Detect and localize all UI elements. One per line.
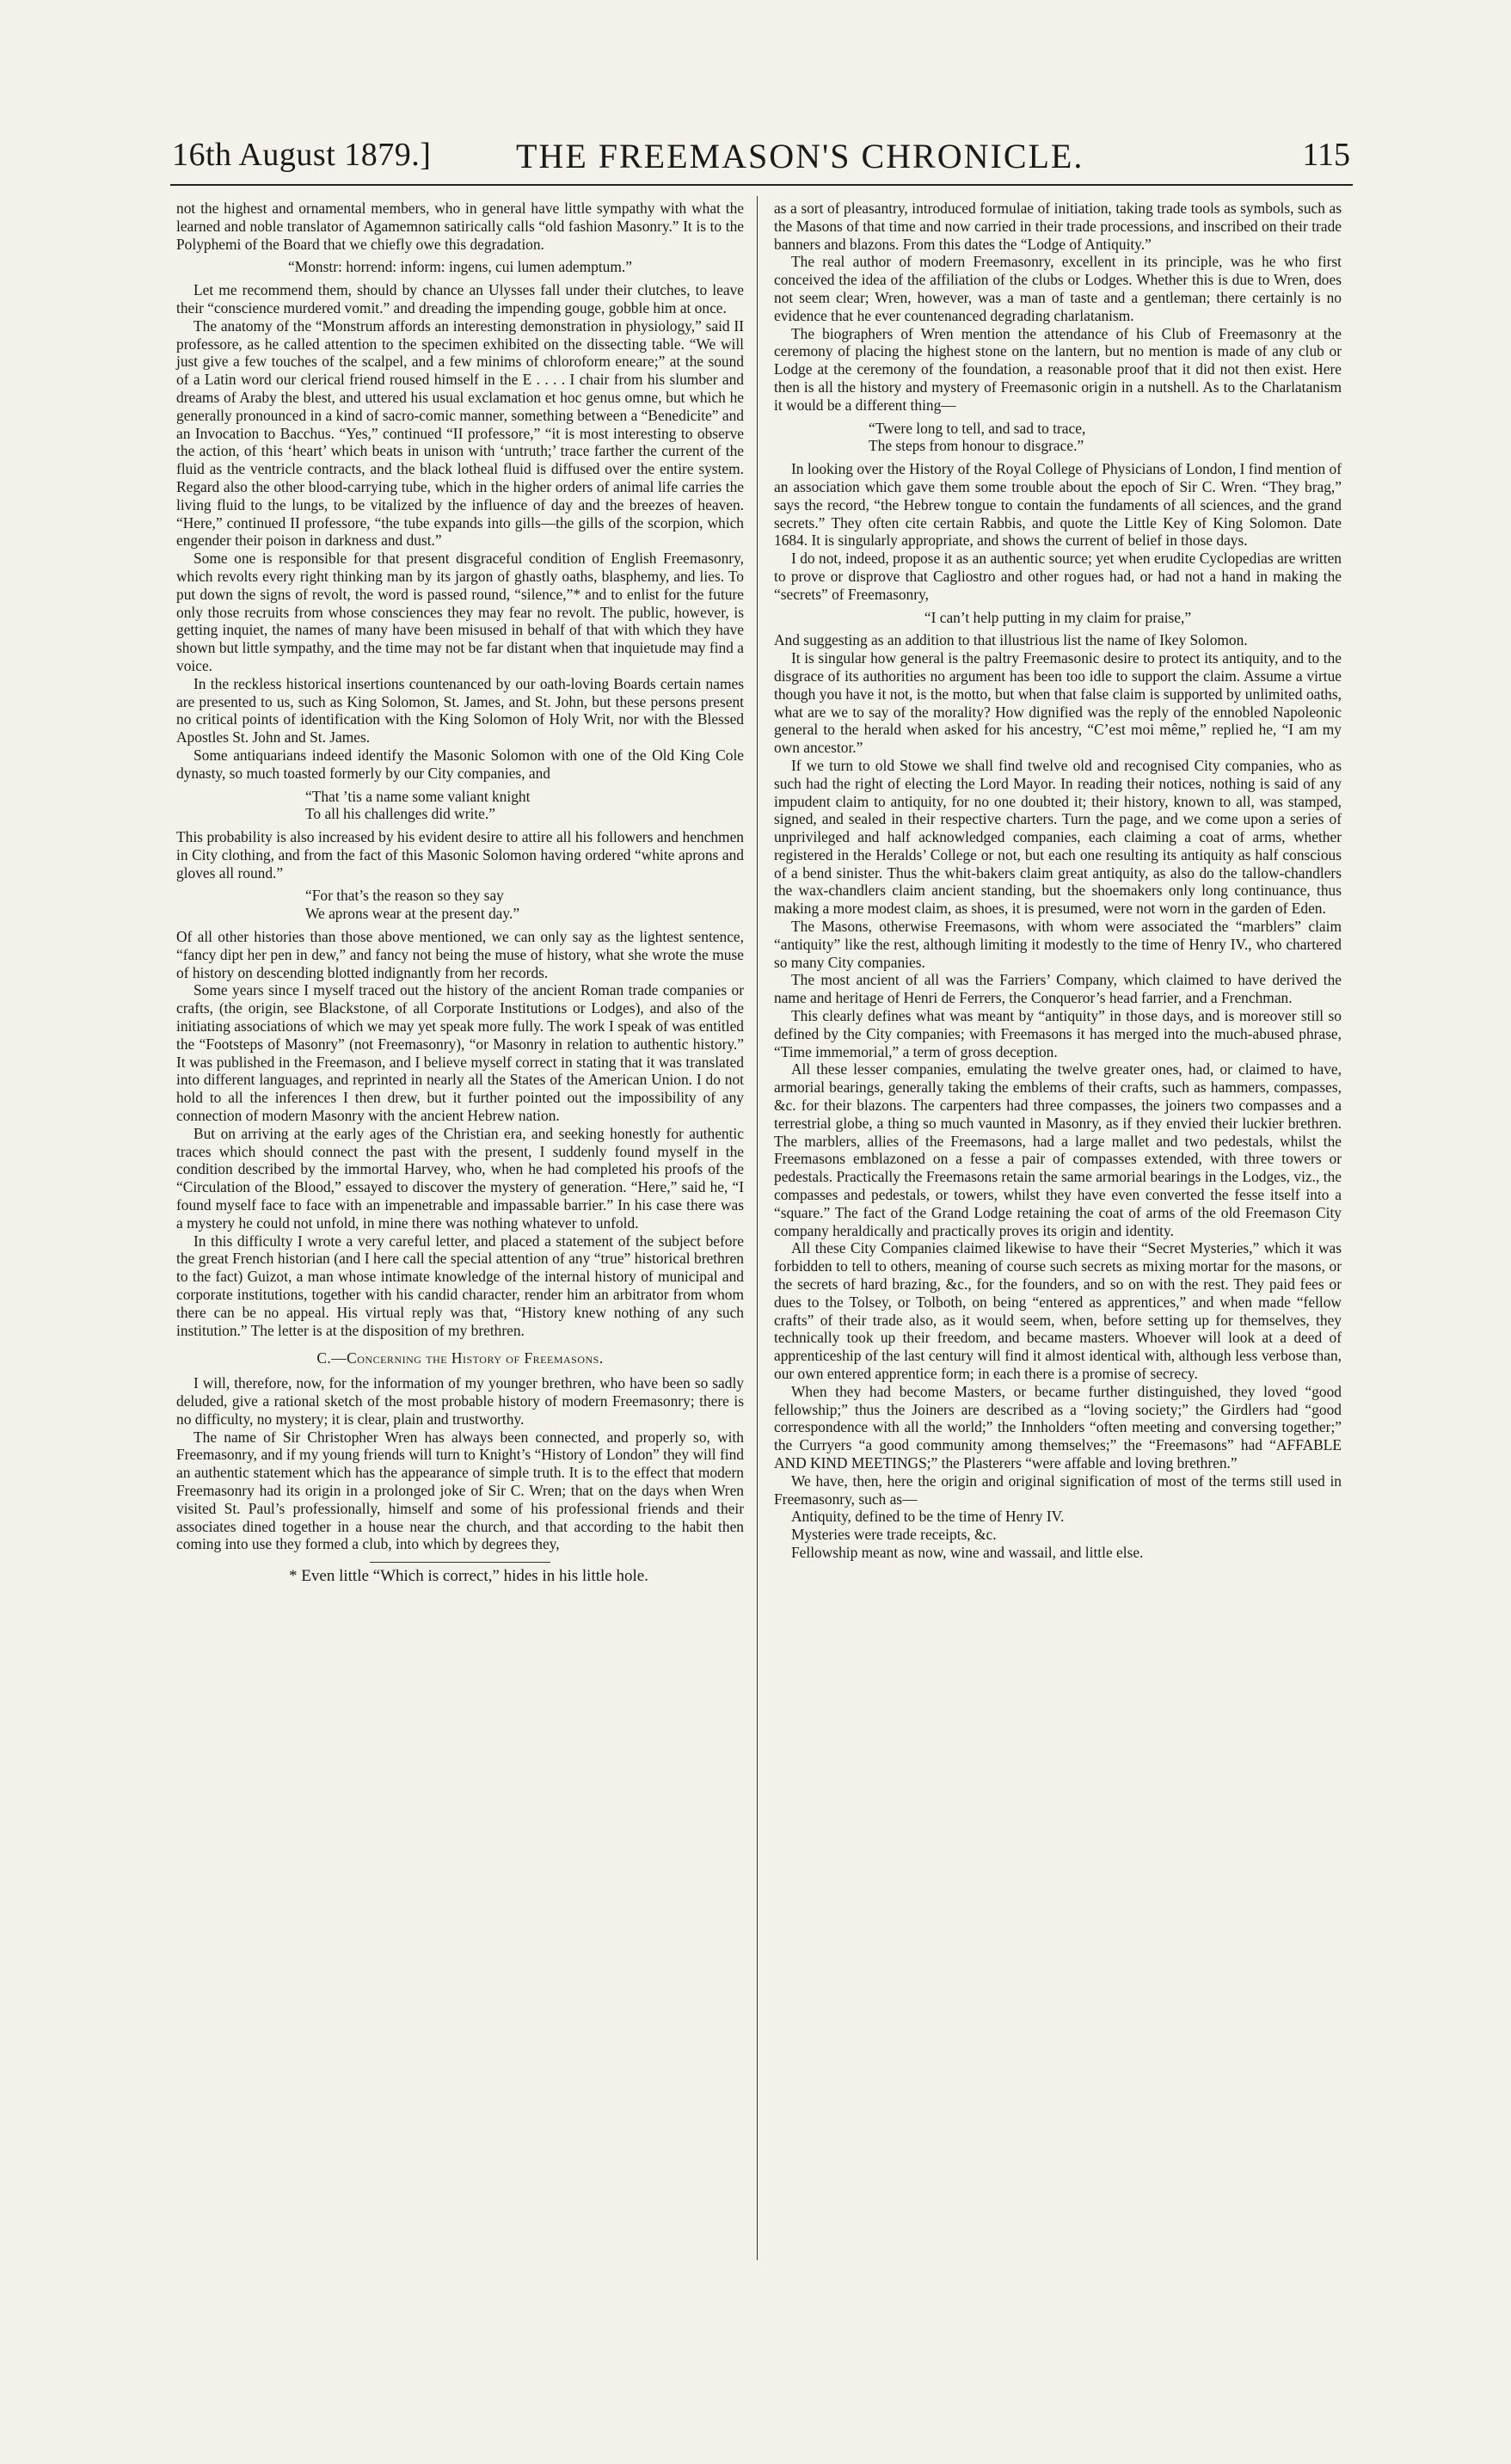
footnote: * Even little “Which is correct,” hides in his little hole. (289, 1567, 648, 1586)
list-line: Fellowship meant as now, wine and wassail, and little else. (791, 1543, 1144, 1561)
paragraph: I will, therefore, now, for the information of my younger brethren, who have been so sadly deluded, give a rational sketch of the most probable history of modern Freemasonry; there is no difficulty, no mystery; it is clear, plain and trustworthy. (176, 1374, 744, 1428)
verse-line: “That ’tis a name some valiant knight (305, 787, 531, 805)
paragraph: This clearly defines what was meant by “antiquity” in those days, and is moreover still so defined by the City companies; with Freemasons it has merged into the much-abused phrase, “Time immemorial,” a term of gross deception. (774, 1007, 1342, 1060)
publication-title: THE FREEMASON'S CHRONICLE. (516, 137, 1084, 175)
paragraph: The real author of modern Freemasonry, excellent in its principle, was he who first conceived the idea of the affiliation of the clubs or Lodges. Whether this is due to Wren, does not seem clear; Wren, however, was a man of taste and a gentleman; there certainly is no evidence that he ever countenanced degrading charlatanism. (774, 253, 1342, 324)
verse (774, 420, 1342, 456)
paragraph: The biographers of Wren mention the attendance of his Club of Freemasonry at the ceremony of placing the highest stone on the lantern, but no mention is made of any club or Lodge at the ceremony of the foundation, a reasonable proof that it did not then exist. Here then is all the history and mystery of Freemasonic origin in a nutshell. As to the Charlatanism it would be a different thing— (774, 324, 1342, 414)
verse-line: To all his challenges did write.” (305, 805, 495, 823)
latin-quote: “Monstr: horrend: inform: ingens, cui lumen ademptum.” (288, 258, 632, 276)
footnote-rule (370, 1562, 550, 1563)
paragraph: Let me recommend them, should by chance an Ulysses fall under their clutches, to leave their “conscience murdered vomit.” and dreading the impending gouge, gobble him at once. (176, 281, 744, 316)
paragraph: not the highest and ornamental members, who in general have little sympathy with what the learned and noble translator of Agamemnon satirically calls “old fashion Masonry.” It is to the Polyphemi of the Board that we chiefly owe this degradation. (176, 200, 744, 253)
paragraph: We have, then, here the origin and original signification of most of the terms still used in Freemasonry, such as— (774, 1472, 1342, 1508)
paragraph: Some one is responsible for that present disgraceful condition of English Freemasonry, which revolts every right thinking man by its jargon of ghastly oaths, blasphemy, and lies. To put down the signs of revolt, the word is passed round, “silence,”* and to enlist for the future only those recruits from whose consciences they may fear no revolt. The public, however, is getting inquiet, the names of many have been misused in behalf of that with which they have shown but little sympathy, and the time may not be far distant when that inquietude may find a voice. (176, 550, 744, 674)
paragraph: If we turn to old Stowe we shall find twelve old and recognised City companies, who as such had the right of electing the Lord Mayor. In reading their notices, nothing is said of any impudent claim to antiquity, for no one doubted it; their history, known to all, was stamped, signed, and sealed in their respective charters. Turn the page, and we come upon a series of unprivileged and half acknowledged companies, each claiming a coat of arms, whether registered in the Heralds’ College or not, but each one resulting its antiquity as half conscious of a bend sinister. Thus the whit-bakers claim great antiquity, as also do the tallow-chandlers the wax-chandlers claim ancient standing, but the shoemakers only long continuance, thus making a more modest claim, as shoes, it is presumed, were not worn in the garden of Eden. (774, 756, 1342, 918)
paragraph: The most ancient of all was the Farriers’ Company, which claimed to have derived the name and heritage of Henri de Ferrers, the Conqueror’s head farrier, and a Frenchman. (774, 971, 1342, 1007)
paragraph: When they had become Masters, or became further distinguished, they loved “good fellowship;” thus the Joiners are described as a “loving society;” the Girdlers had “good correspondence with all the world;” the Innholders “often meeting and conversing together;” the Curryers “a good community among themselves;” the “Freemasons” had “AFFABLE AND KIND MEETINGS;” the Plasterers “were affable and loving brethren.” (774, 1382, 1342, 1472)
paragraph: And suggesting as an addition to that illustrious list the name of Ikey Solomon. (774, 631, 1248, 649)
paragraph: The Masons, otherwise Freemasons, with whom were associated the “marblers” claim “antiquity” like the rest, although limiting it modestly to the time of Henry IV., who chartered so many City companies. (774, 918, 1342, 971)
paragraph: The anatomy of the “Monstrum affords an interesting demonstration in physiology,” said II professore, as he called attention to the specimen exhibited on the dissecting table. “We will just give a few touches of the scalpel, and a few minims of chloroform eneare;” at the sound of a Latin word our clerical friend roused himself in the E . . . . I chair from his slumber and dreams of Araby the blest, and uttered his usual exclamation et hoc genus omne, but which he generally pronounced in a kind of sacro-comic manner, something between a “Benedicite” and an Invocation to Bacchus. “Yes,” continued “II professore,” “it is most interesting to observe the action, of this ‘heart’ which beats in unison with ‘untruth;’ trace farther the current of the fluid as the ventricle contracts, and the black lotheal fluid is diffused over the entire system. Regard also the other blood-carrying tube, which in the higher orders of animal life carries the living fluid to the lungs, to be vitalized by the influence of day and the breezes of heaven. “Here,” continued II professore, “the tube expands into gills—the gills of the scorpion, which engender their poison in darkness and dust.” (176, 316, 744, 550)
paragraph: I do not, indeed, propose it as an authentic source; yet when erudite Cyclopedias are written to prove or disprove that Cagliostro and other rogues had, or had not a hand in making the “secrets” of Freemasonry, (774, 550, 1342, 603)
list-line: Antiquity, defined to be the time of Henry IV. (791, 1508, 1065, 1526)
paragraph: Some antiquarians indeed identify the Masonic Solomon with one of the Old King Cole dynasty, so much toasted formerly by our City companies, and (176, 746, 744, 782)
paragraph: The name of Sir Christopher Wren has always been connected, and properly so, with Freemasonry, and if my young friends will turn to Knight’s “History of London” they will find an authentic statement which has the appearance of simple truth. It is to the effect that modern Freemasonry had its origin in a prolonged joke of Sir C. Wren; that on the days when Wren visited St. Paul’s professionally, himself and some of his professional friends and their associates dined together in a house near the church, and that according to the habit then coming into use they formed a club, into which by degrees they, (176, 1428, 744, 1553)
list-line: Mysteries were trade receipts, &c. (791, 1526, 997, 1544)
paragraph: But on arriving at the early ages of the Christian era, and seeking honestly for authentic traces which should connect the past with the present, I suddenly found myself in the condition described by the immortal Harvey, who, when he had completed his proofs of the “Circulation of the Blood,” essayed to discover the mystery of generation. “Here,” said he, “I found myself face to face with an impenetrable and impassable barrier.” In his case there was a mystery he could not unfold, in mine there was nothing whatever to unfold. (176, 1124, 744, 1232)
paragraph: All these lesser companies, emulating the twelve greater ones, had, or claimed to have, armorial bearings, generally taking the emblems of their crafts, such as hammers, compasses, &c. for their blazons. The carpenters had three compasses, the joiners two compasses and a terrestrial globe, a thing so much vaunted in Masonry, as if they envied their luckier brethren. The marblers, allies of the Freemasons, had a large mallet and two pedestals, whilst the Freemasons emblazoned on a fesse a pair of compasses extended, with three towers or pedestals. Practically the Freemasons retain the same armorial bearings in the Lodges, viz., the compasses and pedestals, or towers, whilst they have even converted the fesse itself into a “square.” The fact of the Grand Lodge retaining the coat of arms of the old Freemason City company heraldically and practically proves its origin and identity. (774, 1060, 1342, 1239)
quote: “I can’t help putting in my claim for praise,” (924, 608, 1192, 626)
verse-line: “For that’s the reason so they say (305, 887, 504, 905)
verse-line: “Twere long to tell, and sad to trace, (869, 419, 1086, 437)
issue-date: 16th August 1879.] (172, 137, 432, 173)
header-rule (170, 184, 1353, 186)
verse-line: The steps from honour to disgrace.” (869, 437, 1084, 455)
section-heading: C.—Concerning the History of Freemasons. (316, 1349, 604, 1367)
paragraph: In this difficulty I wrote a very careful letter, and placed a statement of the subject before the great French historian (and I here call the special attention of any “true” historical brethren to the fact) Guizot, a man whose intimate knowledge of the internal history of municipal and corporate institutions, together with his candid character, render him an arbitrator from whom there can be no appeal. His virtual reply was that, “History knew nothing of any such institution.” The letter is at the disposition of my brethren. (176, 1232, 744, 1339)
page-number: 115 (1302, 137, 1350, 173)
verse-line: We aprons wear at the present day.” (305, 905, 520, 923)
paragraph: Of all other histories than those above mentioned, we can only say as the lightest sentence, “fancy dipt her pen in dew,” and fancy not being the muse of history, what she wrote the muse of history on descending blotted indignantly from her records. (176, 928, 744, 981)
column-divider (757, 196, 758, 2260)
page-header (172, 127, 1350, 179)
right-column (774, 200, 1342, 1562)
verse (176, 887, 744, 923)
paragraph: It is singular how general is the paltry Freemasonic desire to protect its antiquity, and to the disgrace of its authorities no argument has been too idle to support the claim. Assume a virtue though you have it not, is the motto, but when that false claim is supported by unlimited oaths, what are we to say of the morality? How dignified was the reply of the ennobled Napoleonic general to the herald when asked for his ancestry, “C’est moi même,” replied he, “I am my own ancestor.” (774, 649, 1342, 757)
paragraph: Some years since I myself traced out the history of the ancient Roman trade companies or crafts, (the origin, see Blackstone, of all Corporate Institutions or Lodges), and also of the initiating associations of which we may yet speak more fully. The work I speak of was entitled the “Footsteps of Masonry” (not Freemasonry), “or Masonry in relation to authentic history.” It was published in the Freemason, and I believe myself correct in stating that it was translated into different languages, and reprinted in nearly all the States of the American Union. I do not hold to all the inferences I then drew, but it further pointed out the impossibility of any connection of modern Masonry with the ancient Hebrew nation. (176, 981, 744, 1125)
paragraph: In the reckless historical insertions countenanced by our oath-loving Boards certain names are presented to us, such as King Solomon, St. James, and St. John, but these persons present no critical points of identification with the King Solomon of Holy Writ, nor with the Blessed Apostles St. John and St. James. (176, 674, 744, 747)
left-column (176, 200, 744, 1586)
paragraph: All these City Companies claimed likewise to have their “Secret Mysteries,” which it was forbidden to tell to others, meaning of course such secrets as mixing mortar for the masons, or the secrets of hard brazing, &c., for the founders, and so on with the rest. They paid fees or dues to the Tolsey, or Tolboth, on being “entered as apprentices,” and when made “fellow crafts” of their trade also, as it would seem, when, before setting up for themselves, they technically took up their freedom, and became masters. Whoever will look at a deed of apprenticeship of the last century will find it almost identical with, although less verbose than, our own entered apprentice form; in each there is a promise of secrecy. (774, 1239, 1342, 1382)
paragraph: as a sort of pleasantry, introduced formulae of initiation, taking trade tools as symbols, such as the Masons of that time and now carried in their trade processions, and inscribed on their trade banners and blazons. From this dates the “Lodge of Antiquity.” (774, 200, 1342, 253)
paragraph: This probability is also increased by his evident desire to attire all his followers and henchmen in City clothing, and from the fact of this Masonic Solomon having ordered “white aprons and gloves all round.” (176, 828, 744, 882)
verse (176, 788, 744, 824)
paragraph: In looking over the History of the Royal College of Physicians of London, I find mention of an association which gave them some trouble about the epoch of Sir C. Wren. “They brag,” says the record, “the Hebrew tongue to contain the fundaments of all sciences, and the grand secrets.” They often cite certain Rabbis, and quote the Little Key of King Solomon. Date 1684. It is singularly appropriate, and shows the current of belief in those days. (774, 460, 1342, 550)
